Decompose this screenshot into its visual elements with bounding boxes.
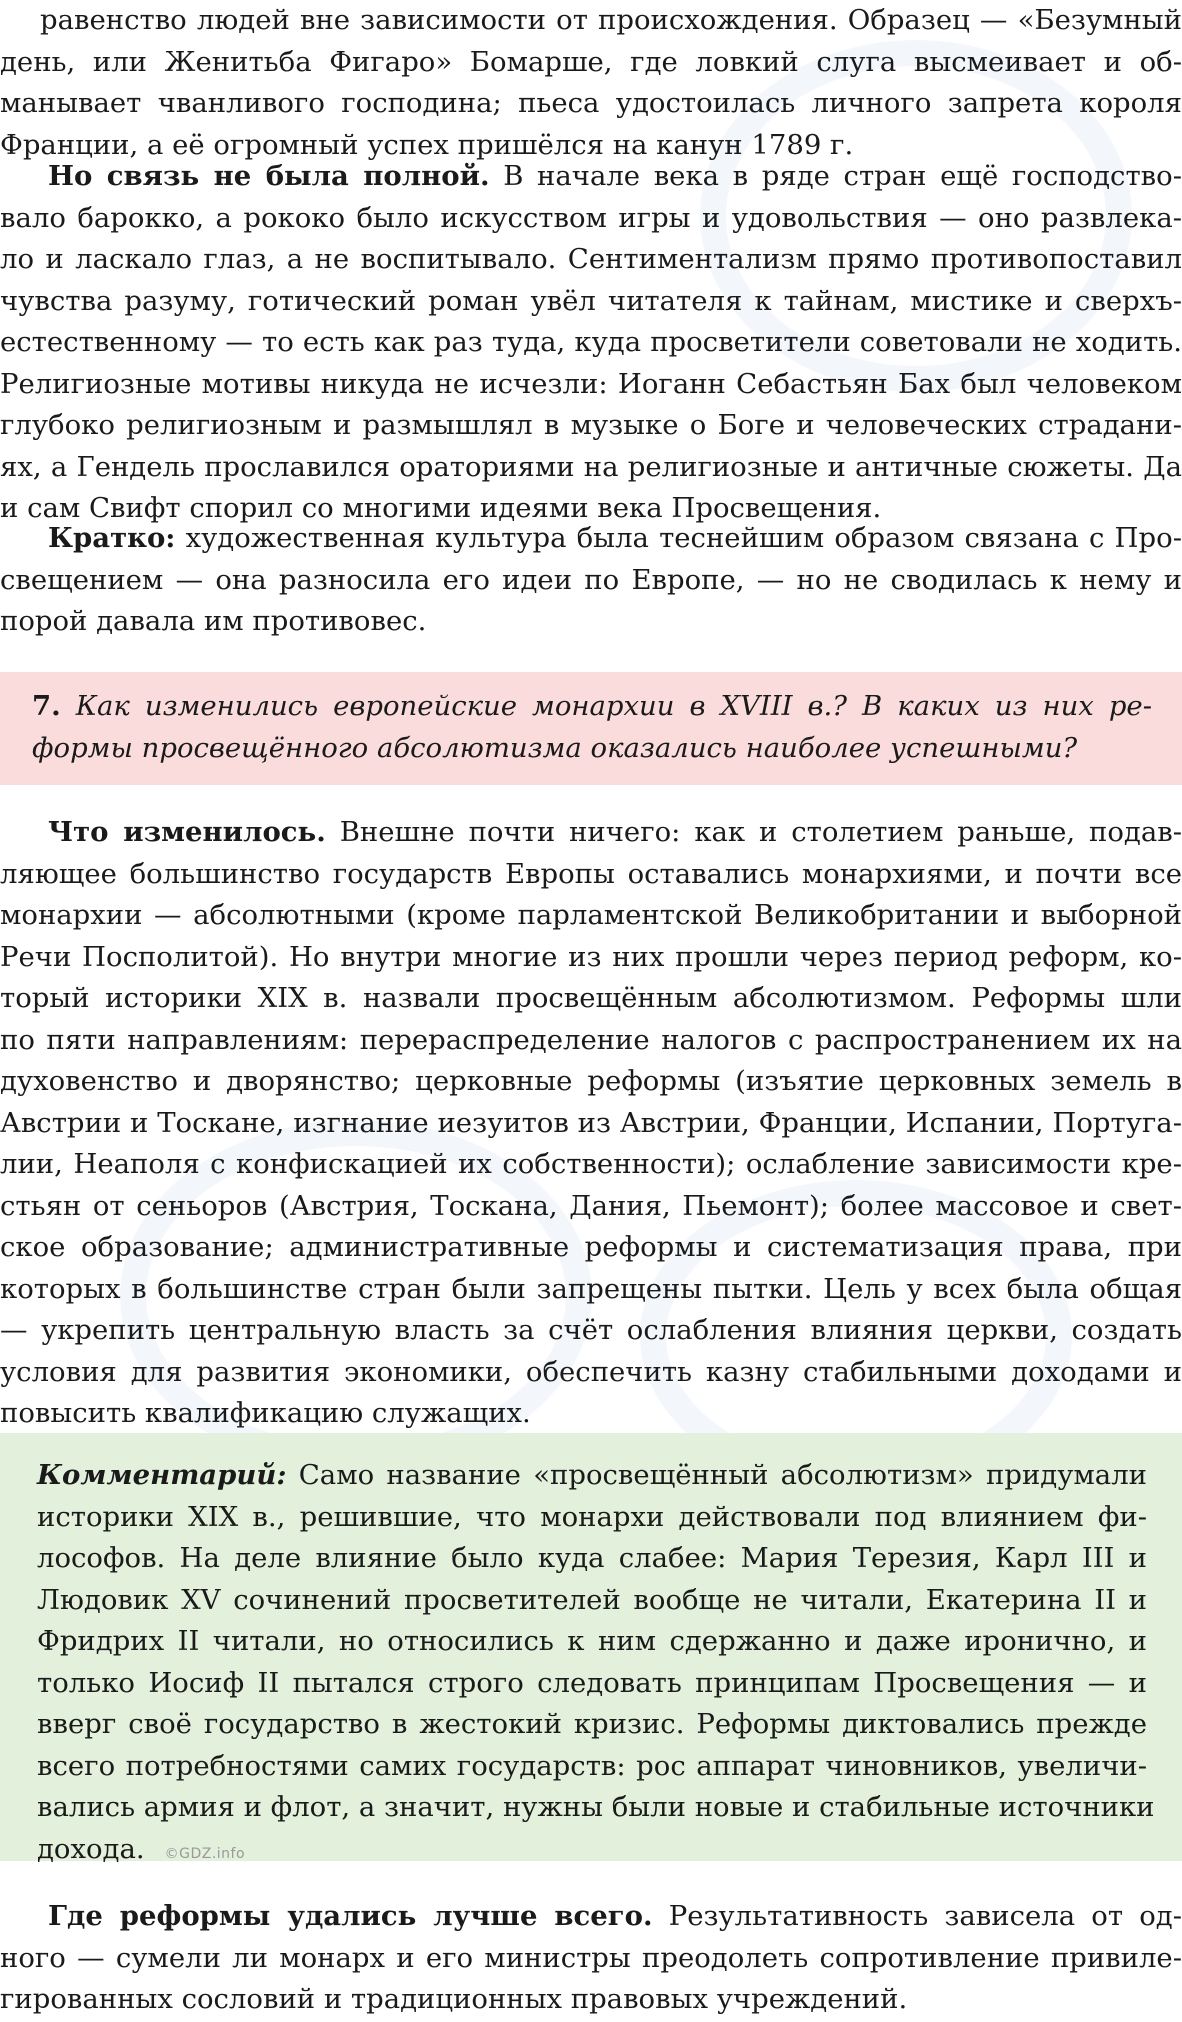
text-line: Австрии и Тоскане, изгнание иезуитов из Австрии, Франции, Испании, Португа- xyxy=(0,1106,1182,1139)
text-line: — укрепить центральную власть за счёт ослабления влияния церкви, создать xyxy=(0,1314,1182,1346)
comment-text xyxy=(37,1455,1155,1875)
text-fragment: Результативность зависела от од- xyxy=(652,1900,1182,1932)
comment-line xyxy=(37,1829,1147,1876)
comment-line: Людовик XV сочинений просветителей вообще не читали, Екатерина II и xyxy=(37,1583,1147,1616)
paragraph-link xyxy=(0,156,1182,530)
text-fragment: Внешне почти ничего: как и столетием раньше, подав- xyxy=(325,816,1182,848)
question-number: 7. xyxy=(32,690,61,722)
paragraph-lead: Где реформы удались лучше всего. xyxy=(48,1900,653,1932)
text-line: свещением — она разносила его идеи по Европе, — но не сводилась к нему и xyxy=(0,563,1182,596)
question-text xyxy=(32,686,1152,769)
text-line: чувства разуму, готический роман увёл читателя к тайнам, мистике и сверхъ- xyxy=(0,284,1182,317)
text-line: повысить квалификацию служащих. xyxy=(0,1397,531,1429)
comment-line: всего потребностями самих государств: рос аппарат чиновников, увеличи- xyxy=(37,1749,1147,1782)
text-line: стьян от сеньоров (Австрия, Тоскана, Дания, Пьемонт); более массовое и свет- xyxy=(0,1189,1182,1222)
text-line: и сам Свифт спорил со многими идеями века Просвещения. xyxy=(0,492,882,524)
comment-line: вались армия и флот, а значит, нужны были новые и стабильные источники xyxy=(37,1791,1155,1823)
text-line: глубоко религиозным и размышлял в музыке о Боге и человеческих страдани- xyxy=(0,409,1182,441)
paragraph-lead: Что изменилось. xyxy=(48,816,326,848)
text-line: равенство людей вне зависимости от происхождения. Образец — «Безумный xyxy=(40,4,1182,36)
text-line: лии, Неаполя с конфискацией их собственности); ослабление зависимости кре- xyxy=(0,1148,1182,1180)
text-line xyxy=(0,1896,1182,1938)
comment-line: Фридрих II читали, но относились к ним сдержанно и даже иронично, и xyxy=(37,1625,1147,1657)
text-fragment: Как изменились европейские монархии в XVIII в.? В каких из них ре- xyxy=(60,690,1152,722)
question-line xyxy=(32,686,1152,728)
question-line: формы просвещённого абсолютизма оказались наиболее успешными? xyxy=(32,731,1078,764)
source-mark: ©GDZ.info xyxy=(164,1845,246,1862)
text-line: Религиозные мотивы никуда не исчезли: Иоганн Себастьян Бах был человеком xyxy=(0,367,1182,400)
text-line: день, или Женитьба Фигаро» Бомарше, где ловкий слуга высмеивает и об- xyxy=(0,45,1182,78)
text-line xyxy=(0,812,1182,854)
comment-lead: Комментарий: xyxy=(37,1459,287,1491)
paragraph-changed xyxy=(0,812,1182,1435)
text-fragment: Само название «просвещённый абсолютизм» придумали xyxy=(286,1459,1147,1491)
text-fragment: дохода. xyxy=(37,1832,145,1865)
text-line: ного — сумели ли монарх и его министры преодолеть сопротивление привиле- xyxy=(0,1941,1182,1974)
comment-line: только Иосиф II пытался строго следовать принципам Просвещения — и xyxy=(37,1666,1147,1699)
text-line: естественному — то есть как раз туда, куда просветители советовали не ходить. xyxy=(0,326,1182,358)
text-line: духовенство и дворянство; церковные реформы (изъятие церковных земель в xyxy=(0,1065,1182,1097)
text-line: вало барокко, а рококо было искусством игры и удовольствия — оно развлека- xyxy=(0,201,1182,234)
text-line: ях, а Гендель прославился ораториями на религиозные и античные сюжеты. Да xyxy=(0,450,1182,483)
text-line xyxy=(0,518,1182,560)
comment-line: лософов. На деле влияние было куда слабее: Мария Терезия, Карл III и xyxy=(37,1542,1147,1574)
paragraph-where xyxy=(0,1896,1182,2021)
text-line: ляющее большинство государств Европы оставались монархиями, и почти все xyxy=(0,857,1182,890)
text-line: гированных сословий и традиционных правовых учреждений. xyxy=(0,1983,908,2015)
text-line: которых в большинстве стран были запрещены пытки. Цель у всех была общая xyxy=(0,1272,1182,1305)
text-fragment: В начале века в ряде стран ещё господство- xyxy=(489,160,1182,192)
text-fragment: художественная культура была теснейшим образом связана с Про- xyxy=(175,522,1182,554)
comment-line: вверг своё государство в жестокий кризис. Реформы диктовались прежде xyxy=(37,1708,1147,1740)
text-line: ло и ласкало глаз, а не воспитывало. Сентиментализм прямо противопоставил xyxy=(0,243,1182,275)
text-line: манывает чванливого господина; пьеса удостоилась личного запрета короля xyxy=(0,87,1182,119)
question-box xyxy=(0,672,1182,785)
text-line: торый историки XIX в. назвали просвещённым абсолютизмом. Реформы шли xyxy=(0,982,1182,1014)
text-line xyxy=(0,156,1182,198)
text-line: Речи Посполитой). Но внутри многие из них прошли через период реформ, ко- xyxy=(0,940,1182,973)
text-line: монархии — абсолютными (кроме парламентской Великобритании и выборной xyxy=(0,899,1182,931)
comment-line xyxy=(37,1455,1147,1497)
paragraph-intro xyxy=(0,0,1182,166)
paragraph-brief xyxy=(0,518,1182,643)
text-line: условия для развития экономики, обеспечить казну стабильными доходами и xyxy=(0,1355,1182,1388)
text-line: Франции, а её огромный успех пришёлся на канун 1789 г. xyxy=(0,128,854,161)
text-line: по пяти направлениям: перераспределение налогов с распространением их на xyxy=(0,1023,1182,1056)
comment-box xyxy=(0,1433,1182,1865)
paragraph-lead: Но связь не была полной. xyxy=(48,160,490,192)
text-line: ское образование; административные реформы и систематизация права, при xyxy=(0,1231,1182,1263)
comment-line: историки XIX в., решившие, что монархи действовали под влиянием фи- xyxy=(37,1500,1147,1533)
paragraph-lead: Кратко: xyxy=(48,522,176,554)
text-line: порой давала им противовес. xyxy=(0,605,427,637)
